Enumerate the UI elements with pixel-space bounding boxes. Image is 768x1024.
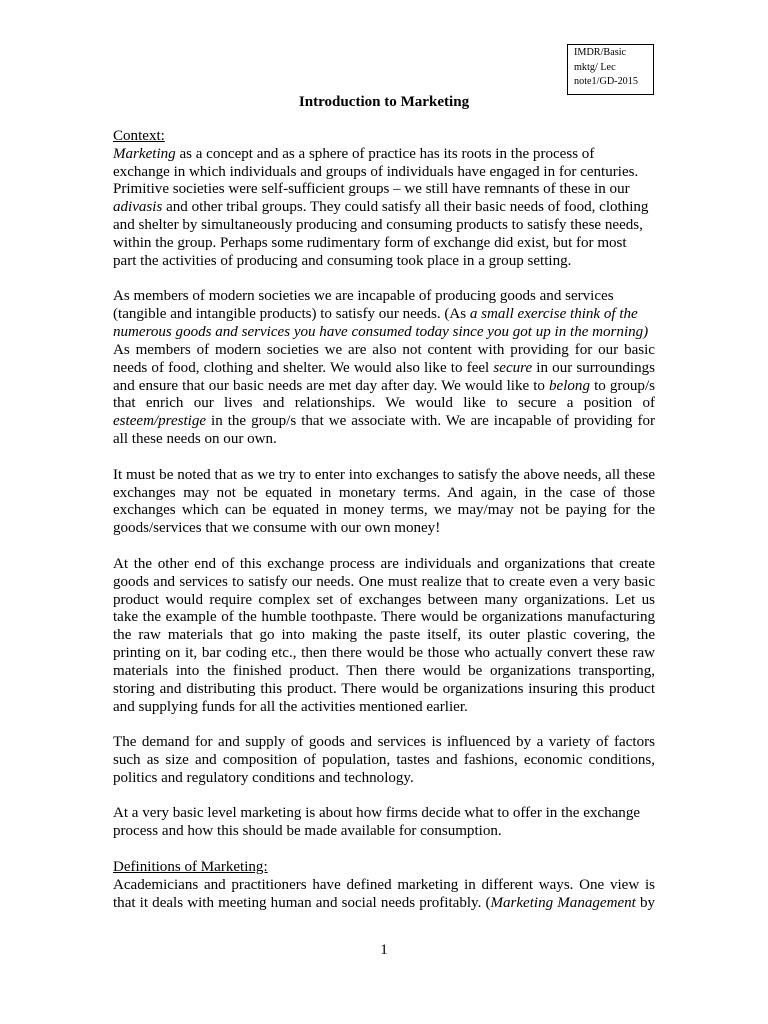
- text-line: numerous goods and services you have consumed today since you got up in the morning): [113, 324, 649, 341]
- text-line: At a very basic level marketing is about how firms decide what to offer in the exchange: [113, 805, 641, 822]
- text-segment: (tangible and intangible products) to satisfy our needs. (As: [113, 306, 470, 323]
- text-line: politics and regulatory conditions and technology.: [113, 769, 414, 786]
- text-line: exchange in which individuals and groups of individuals have engaged in for centuries.: [113, 163, 639, 180]
- text-line: within the group. Perhaps some rudimentary form of exchange did exist, but for most: [113, 234, 627, 251]
- paragraph: [113, 877, 655, 913]
- reference-line: IMDR/Basic: [574, 47, 627, 58]
- text-line: [113, 360, 655, 378]
- page-number: 1: [380, 942, 388, 958]
- text-line: the raw materials that go into making the paste itself, its outer plastic covering, the: [113, 627, 655, 644]
- text-line: It must be noted that as we try to enter into exchanges to satisfy the above needs, all these: [113, 466, 655, 483]
- text-line: exchanges may not be equated in monetary terms. And again, in the case of those: [113, 484, 655, 501]
- paragraph: [113, 556, 655, 716]
- paragraph: [113, 288, 655, 448]
- text-segment: in the group/s that we associate with. We are incapable of providing for: [206, 413, 655, 430]
- text-line: goods/services that we consume with our own money!: [113, 520, 441, 537]
- text-segment: by: [635, 894, 655, 911]
- section-heading-definitions: Definitions of Marketing:: [113, 858, 268, 875]
- text-line: all these needs on our own.: [113, 431, 277, 448]
- text-line: printing on it, bar coding etc., then there would be those who actually convert these raw: [113, 645, 655, 662]
- text-line: [113, 199, 655, 217]
- text-line: materials into the finished product. Then there would be organizations transporting,: [113, 662, 655, 679]
- document-body: [113, 128, 655, 930]
- text-line: process and how this should be made available for consumption.: [113, 823, 502, 840]
- italic-text: esteem/prestige: [113, 413, 207, 430]
- text-line: [113, 413, 655, 431]
- paragraph: [113, 146, 655, 271]
- text-segment: that it deals with meeting human and social needs profitably. (: [113, 894, 491, 911]
- document-title: Introduction to Marketing: [298, 94, 470, 110]
- text-line: part the activities of producing and consuming took place in a group setting.: [113, 252, 572, 269]
- italic-text: secure: [493, 359, 533, 376]
- italic-text: Marketing: [113, 145, 176, 162]
- reference-box: [567, 44, 654, 95]
- italic-text: Marketing Management: [490, 894, 636, 911]
- text-line: and supplying funds for all the activities mentioned earlier.: [113, 698, 468, 715]
- section-heading-context: Context:: [113, 128, 165, 144]
- text-segment: in our surroundings: [532, 359, 655, 376]
- text-line: At the other end of this exchange process are individuals and organizations that create: [113, 555, 655, 572]
- text-segment: and other tribal groups. They could satisfy all their basic needs of food, clothing: [162, 199, 649, 216]
- text-line: The demand for and supply of goods and services is influenced by a variety of factors: [113, 734, 655, 751]
- italic-text: adivasis: [113, 199, 163, 216]
- text-line: take the example of the humble toothpaste. There would be organizations manufacturing: [113, 609, 655, 626]
- text-line: product would require complex set of exchanges between many organizations. Let us: [113, 591, 655, 608]
- text-segment: to group/s: [589, 377, 655, 394]
- text-segment: as a concept and as a sphere of practice has its roots in the process of: [175, 145, 595, 162]
- text-line: As members of modern societies we are also not content with providing for our basic: [113, 341, 655, 358]
- italic-text: a small exercise think of the: [469, 306, 638, 323]
- text-line: Academicians and practitioners have defined marketing in different ways. One view is: [113, 876, 655, 893]
- text-line: [113, 378, 655, 396]
- reference-line: mktg/ Lec: [574, 61, 616, 73]
- text-line: exchanges which can be equated in money terms, we may/may not be paying for the: [113, 502, 655, 519]
- text-line: As members of modern societies we are incapable of producing goods and services: [113, 288, 614, 305]
- paragraph: [113, 467, 655, 538]
- reference-line: note1/GD-2015: [574, 76, 638, 88]
- paragraph: [113, 734, 655, 787]
- text-line: [113, 146, 655, 164]
- text-segment: and ensure that our basic needs are met day after day. We would like to: [113, 377, 550, 394]
- text-line: [113, 895, 655, 913]
- text-segment: needs of food, clothing and shelter. We would also like to feel: [113, 359, 494, 376]
- text-line: that enrich our lives and relationships. We would like to secure a position of: [113, 395, 655, 412]
- text-line: goods and services to satisfy our needs. One must realize that to create even a very basic: [113, 573, 655, 590]
- italic-text: belong: [549, 377, 590, 394]
- text-line: storing and distributing this product. There would be organizations insuring this product: [113, 680, 655, 697]
- text-line: and shelter by simultaneously producing and consuming products to satisfy these needs,: [113, 217, 643, 234]
- text-line: such as size and composition of population, tastes and fashions, economic conditions,: [113, 751, 655, 768]
- text-line: [113, 306, 655, 324]
- text-line: Primitive societies were self-sufficient groups – we still have remnants of these in our: [113, 181, 630, 198]
- paragraph: [113, 805, 655, 841]
